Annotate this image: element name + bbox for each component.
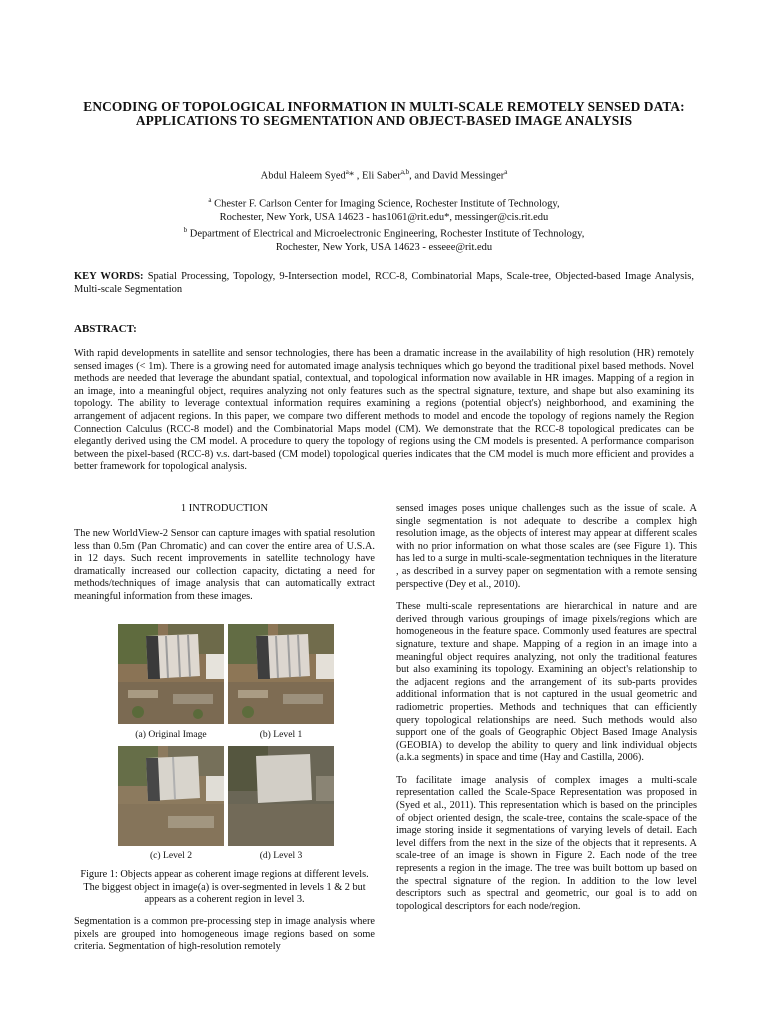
paragraph: sensed images poses unique challenges such as the issue of scale. A single segmentation is not adequate to describe a complex high resolution image, as the objects of interest may appear at different scales with no prior information on what those scales are (see Figure 1). This has led to a surge in multi-scale-segmentation techniques in the literature , as described in a survey paper on segmentation with a remote sensing perspective (Dey et al., 2010). (396, 503, 697, 590)
right-column (396, 503, 697, 923)
figure-level2-image (118, 746, 224, 846)
subcaption-b: (b) Level 1 (259, 729, 303, 740)
author-name: David Messinger (432, 170, 505, 182)
paper-title: ENCODING OF TOPOLOGICAL INFORMATION IN MULTI-SCALE REMOTELY SENSED DATA: APPLICATIONS TO SEGMENTATION AND OBJECT-BASED IMAGE ANALYSIS (83, 99, 685, 128)
author-sep: , and (409, 170, 433, 182)
abstract-text: With rapid developments in satellite and sensor technologies, there has been a dramatic increase in the availability of high resolution (HR) remotely sensed images (< 1m). There is a growing need for automated image analysis techniques which go beyond the traditional pixel based methods. Novel methods are needed that leverage the abundant spatial, contextual, and topological information now available in HR images. Mapping of a region in an image, into a meaningful object, requires analyzing not only features such as the spectral signature, texture, and shape but also examining its topology. The ability to leverage contextual information requires examining a regions (potential object's) neighborhood, and examining the arrangement of adjacent regions. In this paper, we compare two different methods to model and encode the topology of regions namely the Region Connection Calculus (RCC-8 model) and the Combinatorial Maps model (CM). We demonstrate that the RCC-8 topological predicates can be elegantly derived using the CM model. A procedure to query the topology of regions using the CM models is presented. A performance comparison between the pixel-based (RCC-8) v.s. dart-based (CM model) topological queries indicates that the CM model is much more efficient and provides a better framework for topological analysis. (74, 348, 694, 473)
affil-sup: a (208, 196, 212, 204)
author-name: Eli Saber (362, 170, 401, 182)
affil-sup: b (183, 226, 188, 235)
author-sup: a,b (400, 168, 410, 176)
affiliation-b-line1 (74, 224, 694, 241)
subcaption-a: (a) Original Image (135, 729, 207, 740)
affil-text: Chester F. Carlson Center for Imaging Science, Rochester Institute of Technology, (214, 198, 560, 210)
subcaption-c: (c) Level 2 (149, 850, 193, 861)
figure-level1-image (228, 624, 334, 724)
affil-text: Department of Electrical and Microelectronic Engineering, Rochester Institute of Technology, (189, 228, 585, 240)
paragraph: Segmentation is a common pre-processing step in image analysis where pixels are grouped into homogeneous image regions based on some criteria. Segmentation of high-resolution remotely (74, 916, 375, 953)
affiliation-b-line2: Rochester, New York, USA 14623 - esseee@rit.edu (275, 242, 493, 254)
author-sup: a (504, 168, 508, 176)
author-sup: a (345, 168, 349, 176)
left-column-para2 (74, 916, 375, 964)
figure-level3-image (228, 746, 334, 846)
figure-original-image (118, 624, 224, 724)
paragraph: These multi-scale representations are hierarchical in nature and are derived through various groupings of image pixels/regions which are homogeneous in the feature space. Commonly used features are spectral signature, texture and shape. Mapping of a region in an image into a meaningful object requires analyzing, not only the traditional features but also examining its topology. Examining an object's relationship to the adjacent regions and the arrangement of its sub-parts provides additional information that is not captured in the usual geometric and radiometric properties. Methods and techniques that can efficiently query topological relationships are need. Such methods would also support one of the goals of Geographic Object Based Image Analysis (GEOBIA) to develop the ability to query and link individual objects (a.k.a segments) in space and time (Hay and Castilla, 2006). (396, 601, 697, 764)
corresponding-mark: * (348, 170, 355, 182)
abstract-heading: ABSTRACT: (74, 323, 137, 335)
author-name: Abdul Haleem Syed (260, 170, 346, 182)
affiliation-a-line2: Rochester, New York, USA 14623 - has1061@rit.edu*, messinger@cis.rit.edu (219, 211, 549, 223)
subcaption-d: (d) Level 3 (259, 850, 303, 861)
paragraph: The new WorldView-2 Sensor can capture images with spatial resolution less than 0.5m (Pan Chromatic) and can cover the entire area of U.S.A. in 12 days. Such recent improvements in satellite technology have dramatically increased our collection capacity, dictating a need for methods/techniques of image analysis that can automatically extract meaningful information from these images. (74, 528, 375, 602)
keywords (74, 270, 694, 296)
left-column-para1 (74, 528, 375, 614)
author-line (74, 168, 694, 182)
section-heading: 1 INTRODUCTION (180, 503, 269, 514)
author-sep: , (354, 170, 363, 182)
keywords-text: Spatial Processing, Topology, 9-Intersection model, RCC-8, Combinatorial Maps, Scale-tree, Objected-based Image Analysis, Multi-scale Segmentation (74, 271, 694, 296)
affiliation-a-line1 (74, 194, 694, 211)
affiliations (74, 194, 694, 255)
keywords-label: KEY WORDS: (74, 271, 144, 282)
paragraph: To facilitate image analysis of complex images a multi-scale representation called the Scale-Space Representation was proposed in (Syed et al., 2011). This representation which is based on the principles of object oriented design, the scale-tree, contains the scale-space of the image storing inside it segmentations of varying levels of detail. Each level differs from the next in the size of the objects that it represents. A scale-tree of an image is shown in Figure 2. Each node of the tree represents a region in the image. The tree was built bottom up based on the spectral signature of the region. In addition to the low level descriptors such as spectral and geometric, our goal is to add on topological descriptors for each node/region. (396, 774, 697, 912)
figure1-caption: Figure 1: Objects appear as coherent image regions at different levels. The biggest object in image(a) is over-segmented in levels 1 & 2 but appears as a coherent region in level 3. (80, 869, 369, 906)
